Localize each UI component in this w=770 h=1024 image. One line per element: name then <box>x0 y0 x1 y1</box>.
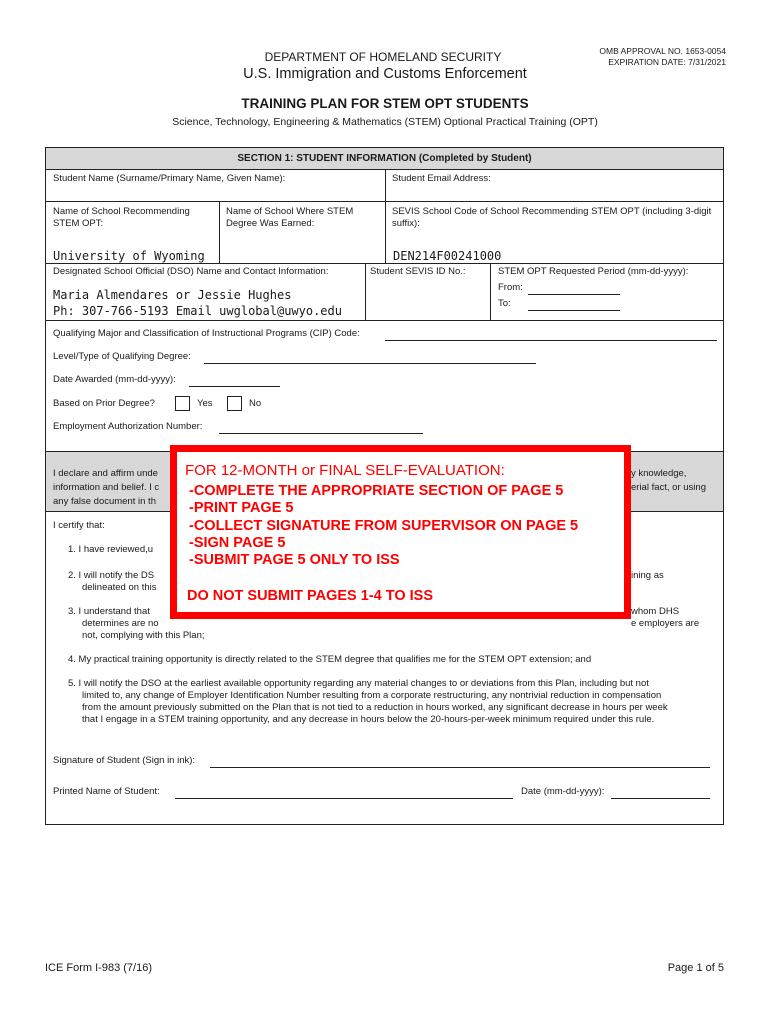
date-awarded-field[interactable] <box>189 386 280 387</box>
certify-item-3c: not, complying with this Plan; <box>82 630 205 641</box>
expiration-date: EXPIRATION DATE: 7/31/2021 <box>608 57 726 67</box>
to-label: To: <box>498 298 511 309</box>
certify-item-3b-end: e employers are <box>631 618 700 629</box>
school-degree-label: Name of School Where STEM Degree Was Earned: <box>226 206 354 229</box>
printed-name-field[interactable] <box>175 798 513 799</box>
no-label: No <box>249 398 262 409</box>
declaration-line1: I declare and affirm unde <box>53 468 158 479</box>
notice-line2: -COMPLETE THE APPROPRIATE SECTION OF PAGE 5 <box>189 483 564 499</box>
certify-item-5b: limited to, any change of Employer Identification Number resulting from a corporate restructuring, any nontrivial reduction in compensation <box>82 690 662 701</box>
certify-item-2a-end: ining as <box>631 570 664 581</box>
notice-line7: DO NOT SUBMIT PAGES 1-4 TO ISS <box>187 588 433 604</box>
certify-item-4: 4. My practical training opportunity is directly related to the STEM degree that qualifies me for the STEM OPT extension; and <box>68 654 592 665</box>
school-recommending-label: Name of School Recommending STEM OPT: <box>53 206 190 229</box>
level-label: Level/Type of Qualifying Degree: <box>53 351 191 362</box>
section1-heading-text: SECTION 1: STUDENT INFORMATION (Completed by Student) <box>237 153 532 164</box>
cip-label: Qualifying Major and Classification of Instructional Programs (CIP) Code: <box>53 328 360 339</box>
from-label: From: <box>498 282 523 293</box>
prior-degree-no-checkbox[interactable] <box>227 396 242 411</box>
level-field[interactable] <box>204 363 536 364</box>
printed-name-label: Printed Name of Student: <box>53 786 160 797</box>
student-name-label: Student Name (Surname/Primary Name, Given Name): <box>53 173 286 184</box>
certify-item-1: 1. I have reviewed,u <box>68 544 154 555</box>
section1-heading <box>46 148 723 170</box>
certify-item-3a: 3. I understand that <box>68 606 150 617</box>
sevis-code-label: SEVIS School Code of School Recommending STEM OPT (including 3-digit suffix): <box>392 206 712 229</box>
dso-label: Designated School Official (DSO) Name and Contact Information: <box>53 266 329 277</box>
notice-line4: -COLLECT SIGNATURE FROM SUPERVISOR ON PAGE 5 <box>189 518 579 534</box>
cip-field[interactable] <box>385 340 717 341</box>
certify-item-3a-end: whom DHS <box>631 606 680 617</box>
notice-line3: -PRINT PAGE 5 <box>189 500 294 516</box>
signature-field[interactable] <box>210 767 710 768</box>
notice-line6: -SUBMIT PAGE 5 ONLY TO ISS <box>189 552 400 568</box>
prior-degree-label: Based on Prior Degree? <box>53 398 155 409</box>
certify-item-2b: delineated on this <box>82 582 157 593</box>
date-awarded-label: Date Awarded (mm-dd-yyyy): <box>53 374 176 385</box>
sevis-id-label: Student SEVIS ID No.: <box>370 266 466 277</box>
declaration-line2-end: erial fact, or using <box>631 482 706 493</box>
omb-approval: OMB APPROVAL NO. 1653-0054 <box>599 46 726 56</box>
certify-item-5a: 5. I will notify the DSO at the earliest available opportunity regarding any material changes to or deviations from this Plan, including but not <box>68 678 649 689</box>
notice-line5: -SIGN PAGE 5 <box>189 535 286 551</box>
student-email-label: Student Email Address: <box>392 173 491 184</box>
agency-title: U.S. Immigration and Customs Enforcement <box>243 66 527 82</box>
notice-line1: FOR 12-MONTH or FINAL SELF-EVALUATION: <box>185 462 505 479</box>
to-date-field[interactable] <box>528 310 620 311</box>
declaration-line2: information and belief. I c <box>53 482 160 493</box>
form-title: TRAINING PLAN FOR STEM OPT STUDENTS <box>241 96 529 111</box>
signature-date-field[interactable] <box>611 798 710 799</box>
school-recommending-field[interactable]: University of Wyoming <box>53 249 205 263</box>
certify-item-5d: that I engage in a STEM training opportunity, and any decrease in hours below the 20-hours-per-week minimum required under this rule. <box>82 714 655 725</box>
opt-period-label: STEM OPT Requested Period (mm-dd-yyyy): <box>498 266 689 277</box>
ead-field[interactable] <box>219 433 423 434</box>
declaration-line1-end: y knowledge, <box>631 468 687 479</box>
dso-contact-field[interactable]: Ph: 307-766-5193 Email uwglobal@uwyo.edu <box>53 304 342 318</box>
ead-label: Employment Authorization Number: <box>53 421 203 432</box>
signature-label: Signature of Student (Sign in ink): <box>53 755 196 766</box>
department-title: DEPARTMENT OF HOMELAND SECURITY <box>264 50 502 64</box>
certify-item-2a: 2. I will notify the DS <box>68 570 155 581</box>
certify-item-5c: from the amount previously submitted on the Plan that is not tied to a reduction in hours worked, any significant decrease in hours per week <box>82 702 668 713</box>
yes-label: Yes <box>197 398 213 409</box>
form-subtitle: Science, Technology, Engineering & Mathematics (STEM) Optional Practical Training (OPT) <box>172 116 598 128</box>
page-number: Page 1 of 5 <box>667 962 724 974</box>
certify-item-3b: determines are no <box>82 618 159 629</box>
date-label: Date (mm-dd-yyyy): <box>521 786 605 797</box>
dso-name-field[interactable]: Maria Almendares or Jessie Hughes <box>53 288 292 302</box>
form-id: ICE Form I-983 (7/16) <box>45 962 152 974</box>
prior-degree-yes-checkbox[interactable] <box>175 396 190 411</box>
declaration-line3: any false document in th <box>53 496 156 507</box>
from-date-field[interactable] <box>528 294 620 295</box>
certify-intro: I certify that: <box>53 520 105 531</box>
sevis-code-field[interactable]: DEN214F00241000 <box>393 249 502 263</box>
